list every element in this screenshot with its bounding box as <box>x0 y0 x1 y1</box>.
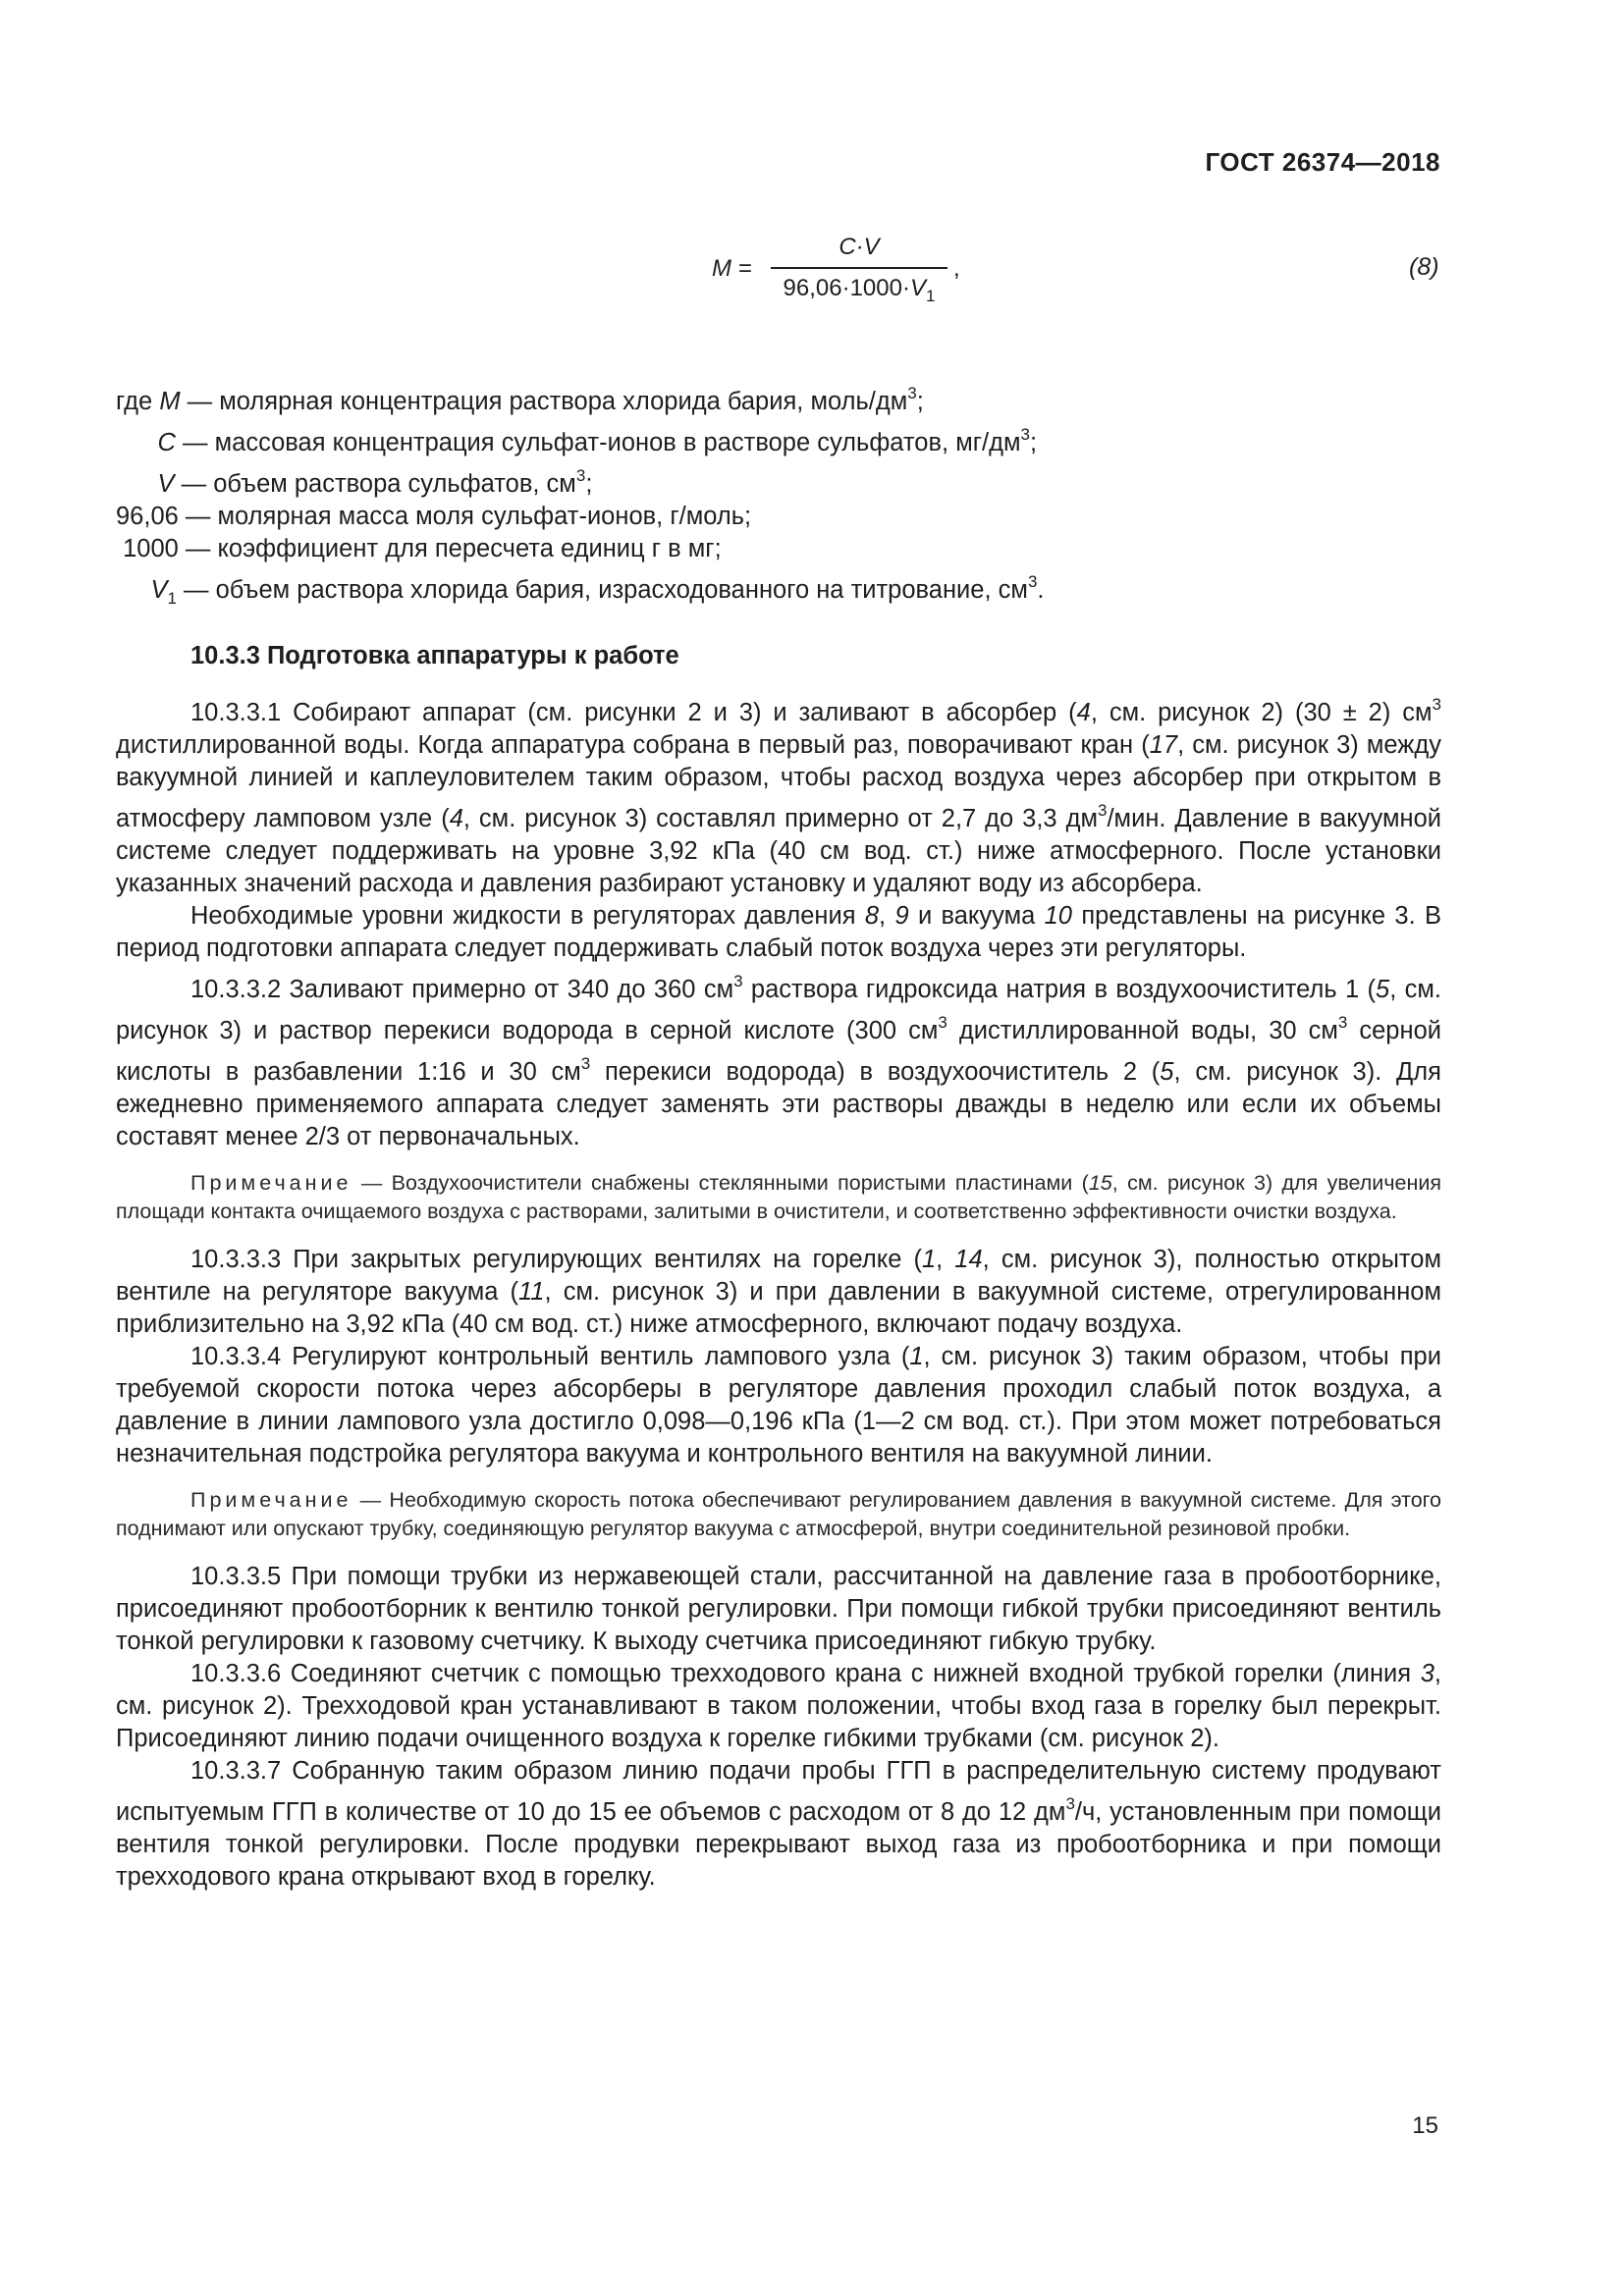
formula-numerator: C·V <box>771 234 947 269</box>
where-list <box>116 377 1441 614</box>
where-sup: 3 <box>1027 572 1038 591</box>
note-1: Примечание — Воздухоочистители снабжены стеклянными пористыми пластинами (15, см. рисунок 3) для увеличения площади контакта очищаемого воздуха с растворами, залитыми в очистители, и соответственно эффективности очистки воздуха. <box>116 1171 1441 1223</box>
formula-denominator <box>771 269 947 306</box>
where-prefix <box>116 429 158 456</box>
where-symbol: V <box>157 470 175 498</box>
standard-designation: ГОСТ 26374—2018 <box>1205 147 1440 177</box>
where-text: — молярная концентрация раствора хлорида бария, моль/дм <box>180 388 908 415</box>
where-prefix <box>116 470 158 498</box>
paragraph-10-3-3-7: 10.3.3.7 Собранную таким образом линию подачи пробы ГГП в распределительную систему продувают испытуемым ГГП в количестве от 10 до 15 ее объемов с расходом от 8 до 12 $дм^3/ч$, установленным при помощи вентиля тонкой регулировки. После продувки перекрывают выход газа из пробоотборника и при помощи трехходового крана открывают вход в горелку. <box>116 1757 1441 1891</box>
paragraph-10-3-3-6: 10.3.3.6 Соединяют счетчик с помощью трехходового крана с нижней входной трубкой горелки (линия 3, см. рисунок 2). Трехходовой кран устанавливают в таком положении, чтобы вход газа в горелку был перекрыт. Присоединяют линию подачи очищенного воздуха к горелке гибкими трубками (см. рисунок 2). <box>116 1660 1441 1752</box>
where-item <box>116 418 1441 459</box>
where-prefix <box>116 576 150 604</box>
where-end: ; <box>1030 429 1038 456</box>
note-label: Примечание <box>190 1488 352 1512</box>
where-prefix: где <box>116 388 160 415</box>
where-item <box>116 377 1441 418</box>
where-end: . <box>1037 576 1045 604</box>
where-item <box>116 565 1441 614</box>
where-end: ; <box>585 470 593 498</box>
where-symbol: V <box>150 576 168 604</box>
where-text: — объем раствора сульфатов, см <box>174 470 576 498</box>
formula-tail: , <box>953 255 960 282</box>
formula-denominator-text: 96,06·1000· <box>783 275 910 301</box>
formula-denominator-sub: 1 <box>925 287 936 305</box>
paragraph-10-3-3-4: 10.3.3.4 Регулируют контрольный вентиль лампового узла (1, см. рисунок 3) таким образом, чтобы при требуемой скорости потока через абсорберы в регуляторе давления проходил слабый поток воздуха, а давление в линии лампового узла достигло 0,098—0,196 кПа (1—2 см вод. ст.). При этом может потребоваться незначительная подстройка регулятора вакуума и контрольного вентиля на вакуумной линии. <box>116 1343 1441 1468</box>
paragraph-10-3-3-3: 10.3.3.3 При закрытых регулирующих вентилях на горелке (1, 14, см. рисунок 3), полностью открытом вентиле на регуляторе вакуума (11, см. рисунок 3) и при давлении в вакуумной системе, отрегулированном приблизительно на 3,92 кПа (40 см вод. ст.) ниже атмосферного, включают подачу воздуха. <box>116 1246 1442 1338</box>
where-symbol: C <box>157 429 176 456</box>
where-sup: 3 <box>907 384 917 402</box>
where-sup: 3 <box>1020 425 1031 444</box>
equation-number: (8) <box>1409 253 1439 281</box>
paragraph-levels: Необходимые уровни жидкости в регуляторах давления 8, 9 и вакуума 10 представлены на рисунке 3. В период подготовки аппарата следует поддерживать слабый поток воздуха через эти регуляторы. <box>116 902 1441 962</box>
where-text: 1000 — коэффициент для пересчета единиц г в мг; <box>123 535 722 562</box>
where-item <box>116 533 1441 565</box>
where-symbol: M <box>159 388 181 415</box>
where-text: — объем раствора хлорида бария, израсходованного на титрование, см <box>176 576 1028 604</box>
section-heading: 10.3.3 Подготовка аппаратуры к работе <box>190 642 679 669</box>
formula-denominator-var: V <box>909 275 926 301</box>
note-2: Примечание — Необходимую скорость потока обеспечивают регулированием давления в вакуумной системе. Для этого поднимают или опускают трубку, соединяющую регулятор вакуума с атмосферой, внутри соединительной резиновой пробки. <box>116 1488 1441 1540</box>
formula-fraction <box>771 234 947 306</box>
where-sub: 1 <box>167 589 177 608</box>
where-text: 96,06 — молярная масса моля сульфат-ионов, г/моль; <box>116 503 752 530</box>
formula-lhs: M = <box>712 255 752 282</box>
body-text <box>116 377 1441 1894</box>
page-number: 15 <box>1412 2112 1438 2139</box>
where-end: ; <box>916 388 924 415</box>
paragraph-10-3-3-1: 10.3.3.1 Собирают аппарат (см. рисунки 2 и 3) и заливают в абсорбер (4, см. рисунок 2) (30 ± 2) $см^3$ дистиллированной воды. Когда аппаратура собрана в первый раз, поворачивают кран (17, см. рисунок 3) между вакуумной линией и каплеуловителем таким образом, чтобы расход воздуха через абсорбер при открытом в атмосферу ламповом узле (4, см. рисунок 3) составлял примерно от 2,7 до 3,3 $дм^3$/мин. Давление в вакуумной системе следует поддерживать на уровне 3,92 кПа (40 см вод. ст.) ниже атмосферного. После установки указанных значений расхода и давления разбирают установку и удаляют воду из абсорбера. <box>116 695 1441 897</box>
paragraph-10-3-3-5: 10.3.3.5 При помощи трубки из нержавеющей стали, рассчитанной на давление газа в пробоотборнике, присоединяют пробоотборник к вентилю тонкой регулировки. При помощи гибкой трубки присоединяют вентиль тонкой регулировки к газовому счетчику. К выходу счетчика присоединяют гибкую трубку. <box>116 1563 1441 1655</box>
where-text: — массовая концентрация сульфат-ионов в растворе сульфатов, мг/дм <box>175 429 1021 456</box>
where-sup: 3 <box>575 466 586 485</box>
note-label: Примечание <box>190 1171 352 1195</box>
where-item <box>116 501 1441 533</box>
formula-8 <box>712 234 1006 312</box>
paragraph-10-3-3-2: 10.3.3.2 Заливают примерно от 340 до 360 $см^3$ раствора гидроксида натрия в воздухоочиститель 1 (5, см. рисунок 3) и раствор перекиси водорода в серной кислоте (300 $см^3$ дистиллированной воды, 30 $см^3$ серной кислоты в разбавлении 1:16 и 30 $см^3$ перекиси водорода) в воздухоочиститель 2 (5, см. рисунок 3). Для ежедневно применяемого аппарата следует заменять эти растворы дважды в неделю или если их объемы составят менее 2/3 от первоначальных. <box>116 972 1441 1150</box>
where-item <box>116 459 1441 501</box>
